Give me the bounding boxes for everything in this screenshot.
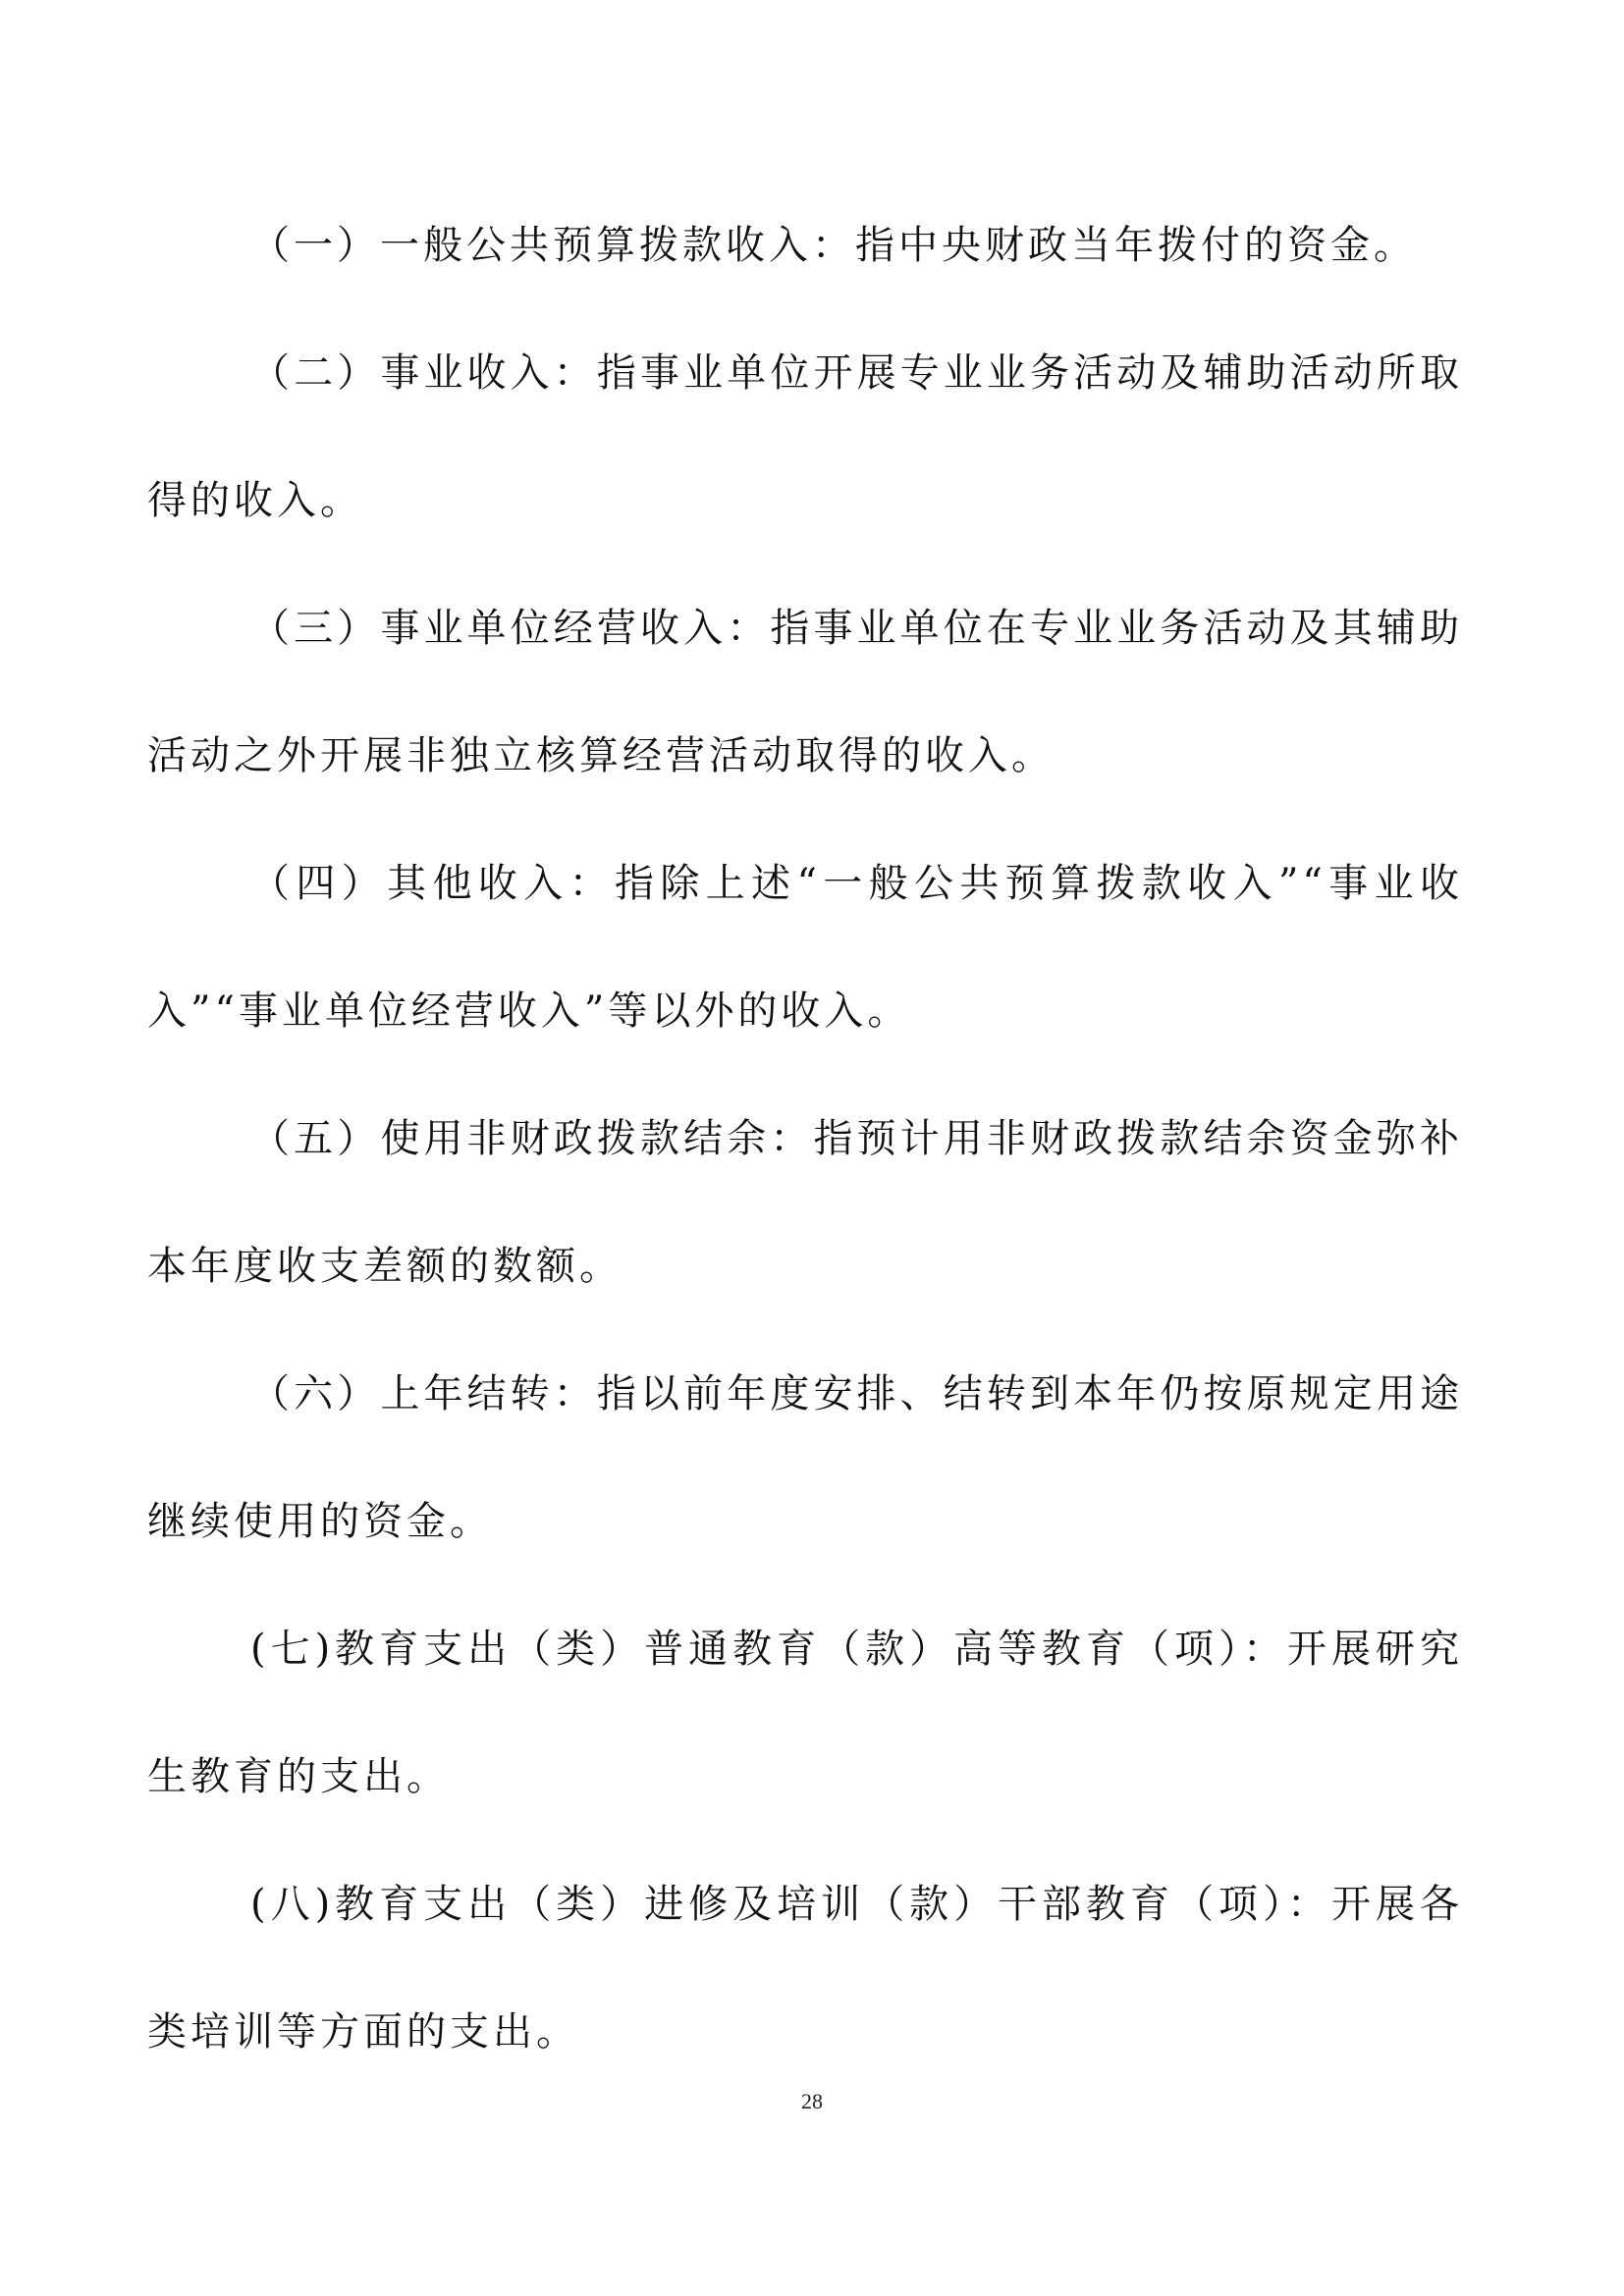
paragraph-business-income: （二）事业收入：指事业单位开展专业业务活动及辅助活动所取得的收入。 <box>147 350 1463 523</box>
paragraph-higher-education-expense: (七)教育支出（类）普通教育（款）高等教育（项）：开展研究生教育的支出。 <box>147 1627 1463 1799</box>
paragraph-prior-year-carryover: （六）上年结转：指以前年度安排、结转到本年仍按原规定用途继续使用的资金。 <box>147 1371 1463 1544</box>
paragraph-non-fiscal-surplus: （五）使用非财政拨款结余：指预计用非财政拨款结余资金弥补本年度收支差额的数额。 <box>147 1116 1463 1289</box>
page-number: 28 <box>801 2089 823 2113</box>
paragraph-general-budget-income: （一）一般公共预算拨款收入：指中央财政当年拨付的资金。 <box>250 223 1417 268</box>
paragraph-other-income: （四）其他收入：指除上述“一般公共预算拨款收入”“事业收入”“事业单位经营收入”等以外的收入。 <box>147 861 1463 1034</box>
paragraph-operating-income: （三）事业单位经营收入：指事业单位在专业业务活动及其辅助活动之外开展非独立核算经营活动取得的收入。 <box>147 606 1463 778</box>
paragraph-cadre-training-expense: (八)教育支出（类）进修及培训（款）干部教育（项）：开展各类培训等方面的支出。 <box>147 1882 1463 2055</box>
